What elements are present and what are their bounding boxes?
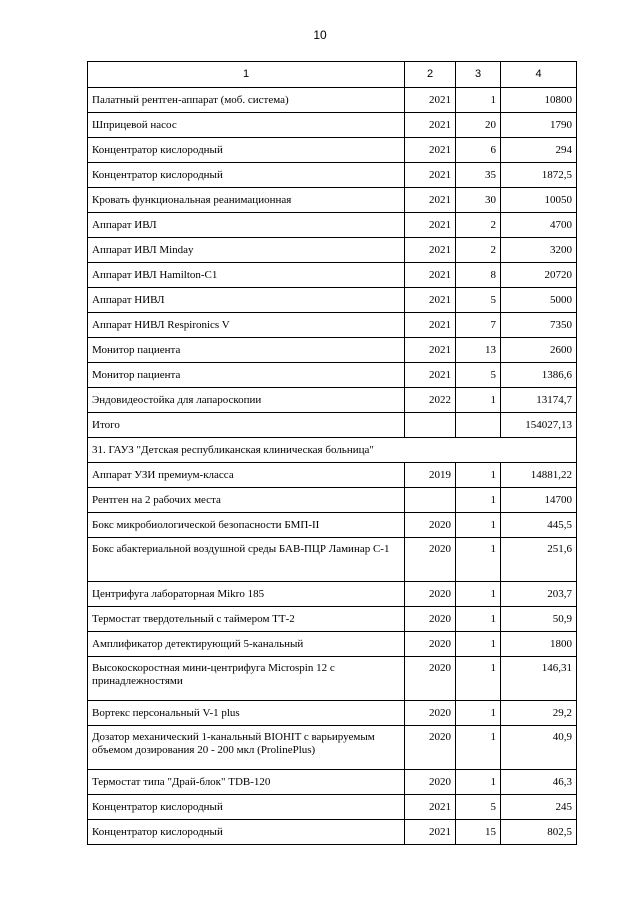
amount-cell: 146,31 [501,657,577,701]
amount-cell: 154027,13 [501,413,577,438]
amount-cell: 1386,6 [501,363,577,388]
amount-cell: 14881,22 [501,463,577,488]
item-name-cell: Концентратор кислородный [88,820,405,845]
table-row [88,238,577,263]
amount-cell: 3200 [501,238,577,263]
table-row [88,263,577,288]
quantity-cell: 1 [456,463,501,488]
table-row [88,463,577,488]
quantity-cell: 5 [456,288,501,313]
item-name-cell: Концентратор кислородный [88,138,405,163]
table-row [88,726,577,770]
amount-cell: 1872,5 [501,163,577,188]
table-row [88,770,577,795]
year-cell: 2020 [405,657,456,701]
item-name-cell: Вортекс персональный V-1 plus [88,701,405,726]
table-row [88,363,577,388]
amount-cell: 445,5 [501,513,577,538]
quantity-cell: 13 [456,338,501,363]
quantity-cell: 15 [456,820,501,845]
item-name-cell: Шприцевой насос [88,113,405,138]
amount-cell: 1800 [501,632,577,657]
item-name-cell: Термостат типа "Драй-блок" TDB-120 [88,770,405,795]
quantity-cell: 1 [456,538,501,582]
item-name-cell: Концентратор кислородный [88,163,405,188]
quantity-cell: 2 [456,238,501,263]
quantity-cell: 7 [456,313,501,338]
table-row [88,820,577,845]
quantity-cell: 5 [456,795,501,820]
year-cell: 2020 [405,513,456,538]
table-row [88,607,577,632]
quantity-cell: 6 [456,138,501,163]
amount-cell: 802,5 [501,820,577,845]
year-cell [405,488,456,513]
item-name-cell: Аппарат УЗИ премиум-класса [88,463,405,488]
year-cell: 2021 [405,288,456,313]
table-row [88,582,577,607]
table-row [88,657,577,701]
item-name-cell: Высокоскоростная мини-центрифуга Microspin 12 с принадлежностями [88,657,405,701]
item-name-cell: Палатный рентген-аппарат (моб. система) [88,88,405,113]
year-cell: 2020 [405,582,456,607]
quantity-cell: 1 [456,513,501,538]
amount-cell: 245 [501,795,577,820]
table-row [88,413,577,438]
quantity-cell: 8 [456,263,501,288]
quantity-cell: 1 [456,488,501,513]
item-name-cell: Аппарат ИВЛ Hamilton-C1 [88,263,405,288]
table-row [88,701,577,726]
year-cell: 2021 [405,313,456,338]
item-name-cell: Дозатор механический 1-канальный BIOHIT с варьируемым объемом дозирования 20 - 200 мкл (ProlinePlus) [88,726,405,770]
table-row [88,163,577,188]
year-cell: 2021 [405,238,456,263]
item-name-cell: Аппарат ИВЛ [88,213,405,238]
amount-cell: 203,7 [501,582,577,607]
amount-cell: 10050 [501,188,577,213]
quantity-cell: 30 [456,188,501,213]
year-cell: 2020 [405,701,456,726]
item-name-cell: Термостат твердотельный с таймером ТТ-2 [88,607,405,632]
table-header-row [88,62,577,88]
item-name-cell: Бокс микробиологической безопасности БМП-II [88,513,405,538]
amount-cell: 2600 [501,338,577,363]
table-row [88,138,577,163]
amount-cell: 251,6 [501,538,577,582]
year-cell: 2021 [405,363,456,388]
year-cell [405,413,456,438]
quantity-cell: 1 [456,632,501,657]
table-row [88,88,577,113]
year-cell: 2021 [405,188,456,213]
amount-cell: 20720 [501,263,577,288]
table-row [88,188,577,213]
item-name-cell: Аппарат НИВЛ Respironics V [88,313,405,338]
item-name-cell: Кровать функциональная реанимационная [88,188,405,213]
quantity-cell: 35 [456,163,501,188]
amount-cell: 46,3 [501,770,577,795]
equipment-table [87,61,577,845]
amount-cell: 40,9 [501,726,577,770]
quantity-cell: 20 [456,113,501,138]
year-cell: 2020 [405,770,456,795]
year-cell: 2021 [405,213,456,238]
item-name-cell: Итого [88,413,405,438]
year-cell: 2021 [405,263,456,288]
item-name-cell: Бокс абактериальной воздушной среды БАВ-ПЦР Ламинар С-1 [88,538,405,582]
amount-cell: 1790 [501,113,577,138]
item-name-cell: Аппарат НИВЛ [88,288,405,313]
table-row [88,513,577,538]
quantity-cell [456,413,501,438]
header-cell: 2 [405,62,456,88]
quantity-cell: 1 [456,388,501,413]
year-cell: 2021 [405,163,456,188]
year-cell: 2020 [405,607,456,632]
quantity-cell: 1 [456,582,501,607]
item-name-cell: Монитор пациента [88,338,405,363]
amount-cell: 7350 [501,313,577,338]
year-cell: 2021 [405,138,456,163]
year-cell: 2020 [405,632,456,657]
table-row [88,288,577,313]
amount-cell: 5000 [501,288,577,313]
item-name-cell: Центрифуга лабораторная Mikro 185 [88,582,405,607]
amount-cell: 13174,7 [501,388,577,413]
table-row [88,538,577,582]
item-name-cell: Амплификатор детектирующий 5-канальный [88,632,405,657]
amount-cell: 50,9 [501,607,577,632]
header-cell: 1 [88,62,405,88]
amount-cell: 14700 [501,488,577,513]
amount-cell: 10800 [501,88,577,113]
table-row [88,113,577,138]
header-cell: 4 [501,62,577,88]
item-name-cell: Аппарат ИВЛ Minday [88,238,405,263]
year-cell: 2021 [405,113,456,138]
quantity-cell: 1 [456,657,501,701]
table-row [88,388,577,413]
quantity-cell: 5 [456,363,501,388]
quantity-cell: 1 [456,726,501,770]
quantity-cell: 1 [456,770,501,795]
amount-cell: 29,2 [501,701,577,726]
quantity-cell: 1 [456,701,501,726]
item-name-cell: Концентратор кислородный [88,795,405,820]
item-name-cell: Эндовидеостойка для лапароскопии [88,388,405,413]
quantity-cell: 1 [456,88,501,113]
quantity-cell: 2 [456,213,501,238]
year-cell: 2019 [405,463,456,488]
year-cell: 2022 [405,388,456,413]
section-title: 31. ГАУЗ "Детская республиканская клиническая больница" [88,438,577,463]
section-title-row [88,438,577,463]
year-cell: 2020 [405,538,456,582]
table-row [88,338,577,363]
table-row [88,488,577,513]
item-name-cell: Монитор пациента [88,363,405,388]
item-name-cell: Рентген на 2 рабочих места [88,488,405,513]
year-cell: 2020 [405,726,456,770]
year-cell: 2021 [405,338,456,363]
quantity-cell: 1 [456,607,501,632]
amount-cell: 4700 [501,213,577,238]
table-row [88,313,577,338]
header-cell: 3 [456,62,501,88]
table-row [88,795,577,820]
year-cell: 2021 [405,820,456,845]
amount-cell: 294 [501,138,577,163]
table-row [88,632,577,657]
year-cell: 2021 [405,88,456,113]
year-cell: 2021 [405,795,456,820]
page-number: 10 [313,28,327,42]
table-row [88,213,577,238]
